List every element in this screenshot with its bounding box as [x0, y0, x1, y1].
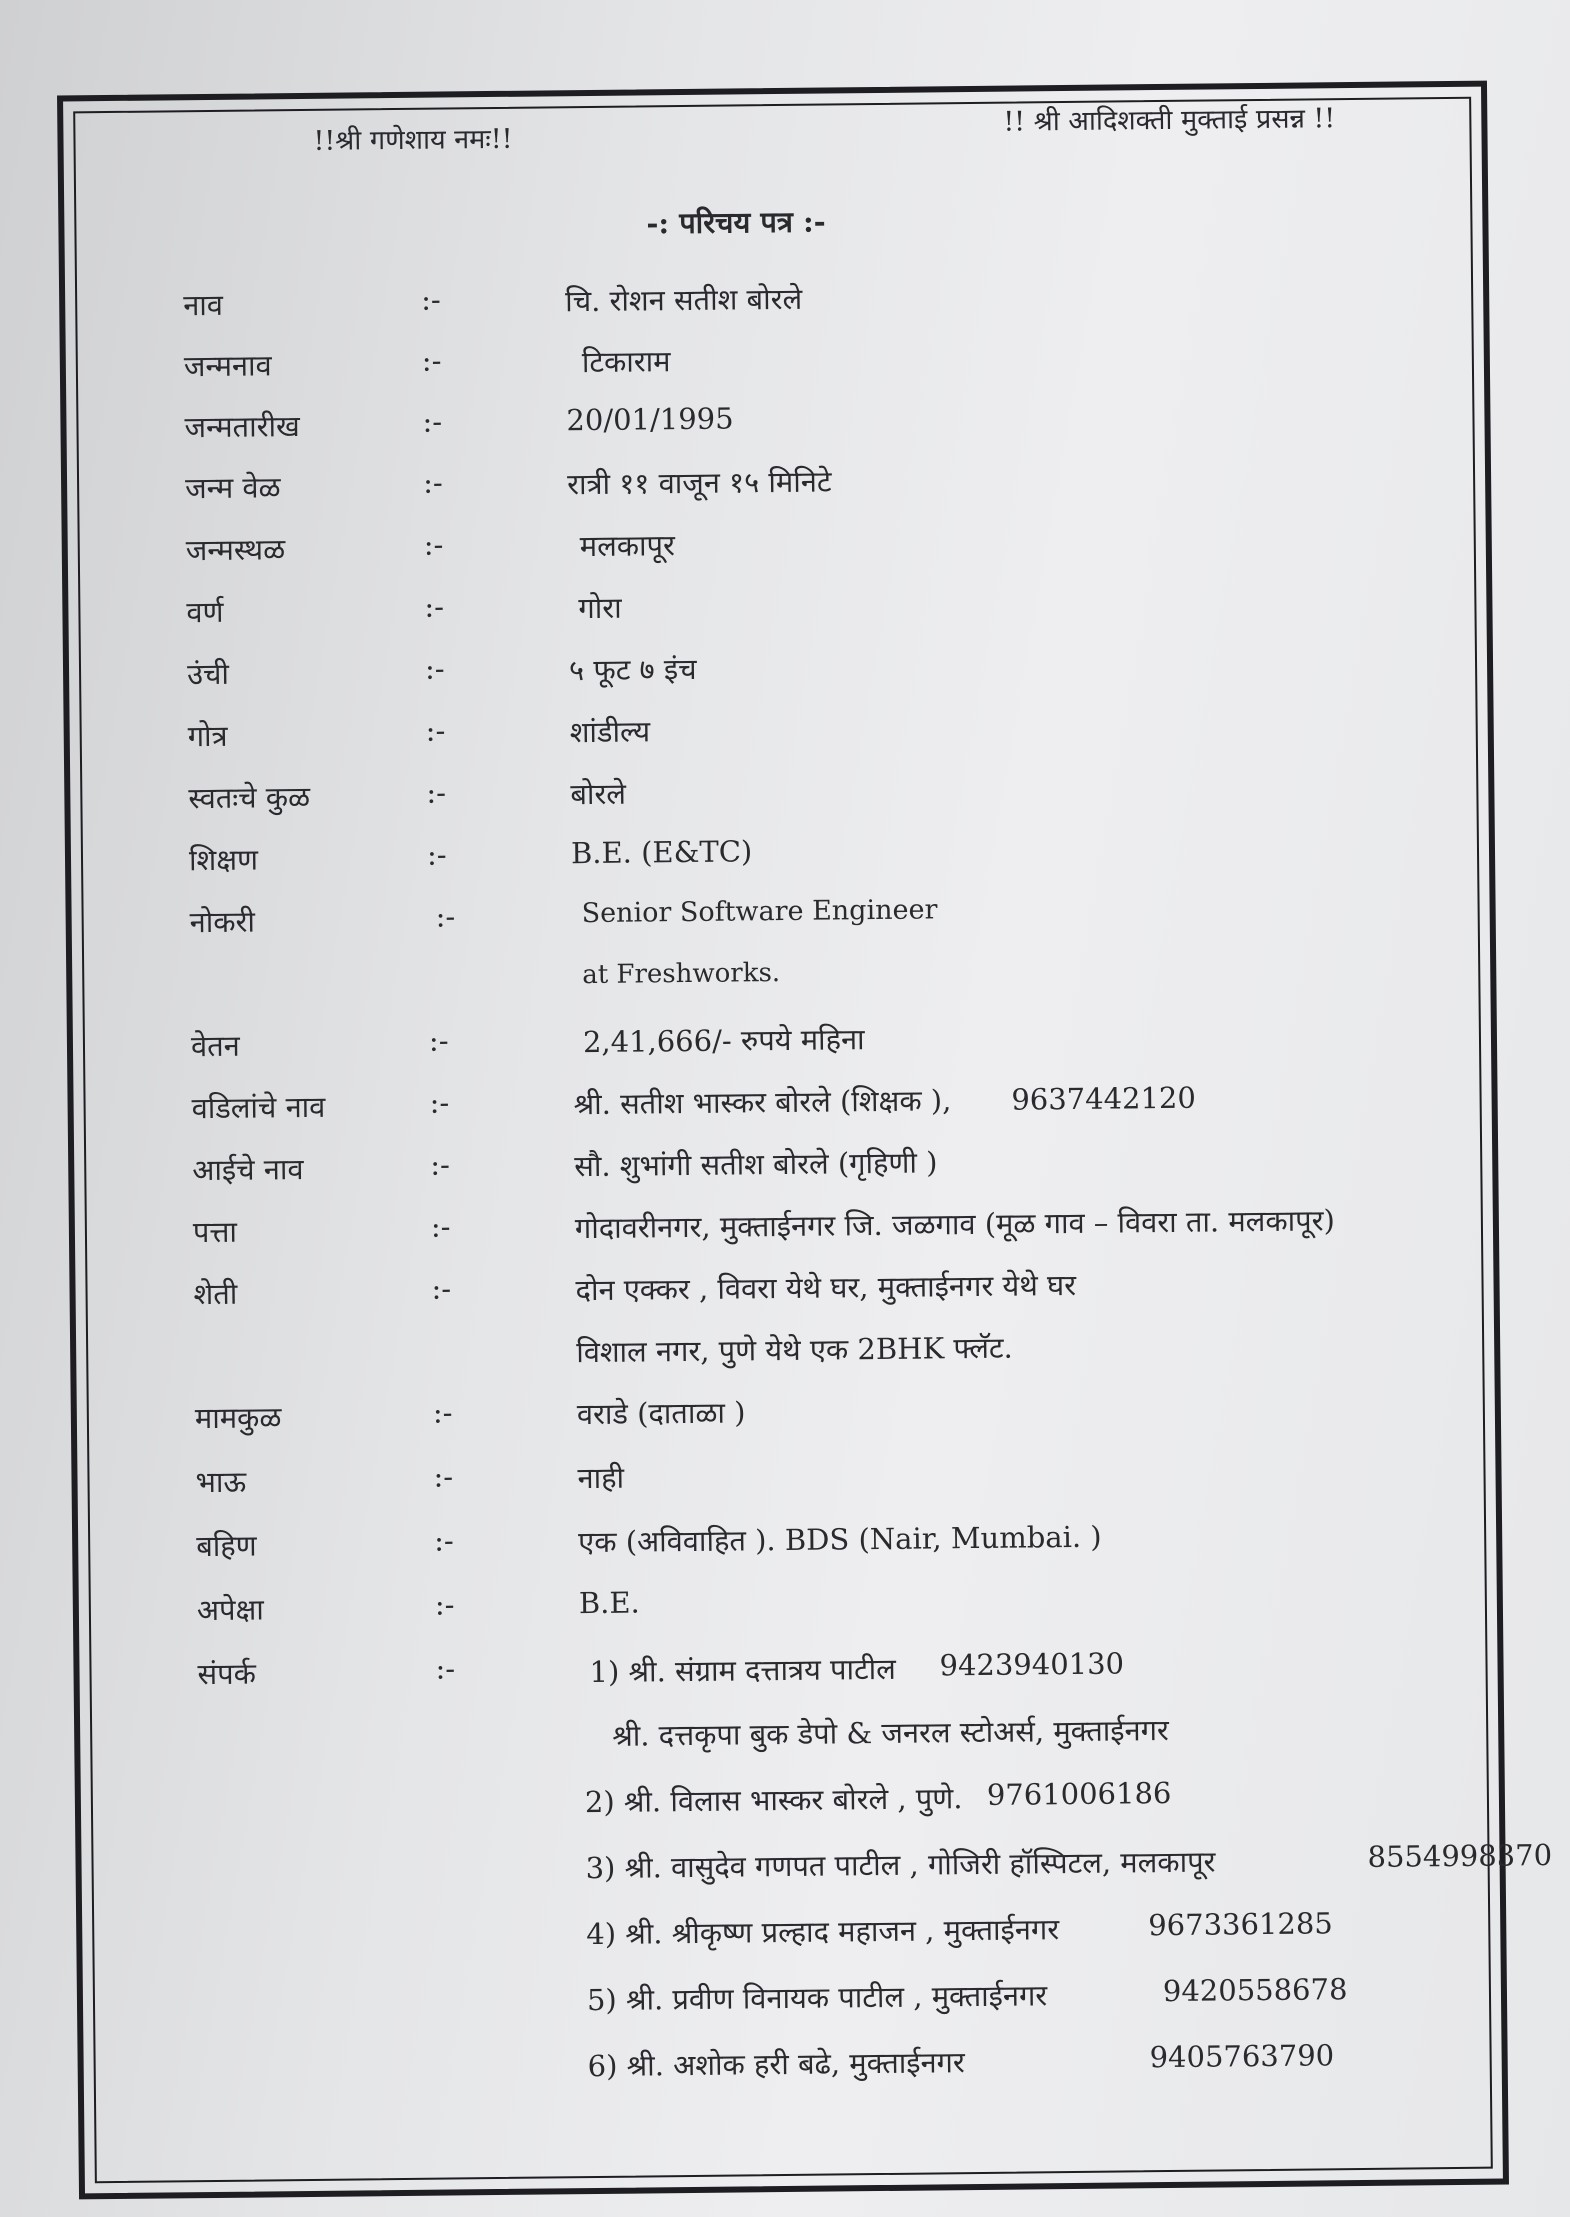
field-value-continuation: at Freshworks. [582, 958, 781, 991]
field-separator: :- [434, 1587, 455, 1622]
field-label: बहिण [196, 1528, 257, 1564]
field-label: शेती [193, 1276, 238, 1312]
biodata-document [63, 87, 1553, 2194]
field-separator: :- [426, 837, 447, 872]
field-row-salary [73, 1013, 1491, 1078]
contact-phone: 9423940130 [939, 1646, 1125, 1683]
field-value [573, 1078, 1196, 1124]
field-separator: :- [426, 775, 447, 810]
field-value-continuation: विशाल नगर, पुणे येथे एक 2BHK फ्लॅट. [576, 1330, 1013, 1370]
field-label: वडिलांचे नाव [191, 1089, 326, 1126]
field-separator: :- [430, 1147, 450, 1182]
contact-phone: 9420558678 [1162, 1972, 1348, 2009]
field-separator: :- [422, 404, 443, 439]
contact-entry [586, 1906, 1333, 1953]
field-value: Senior Software Engineer [581, 894, 938, 930]
field-row-property [75, 1261, 1493, 1326]
field-value: एक (अविवाहित ). BDS (Nair, Mumbai. ) [578, 1519, 1102, 1560]
field-separator: :- [423, 527, 444, 562]
field-row-education [71, 827, 1489, 892]
field-separator: :- [422, 465, 443, 500]
field-row-maternal-clan [77, 1385, 1495, 1450]
field-label: अपेक्षा [196, 1592, 265, 1628]
field-value: गोदावरीनगर, मुक्ताईनगर जि. जळगाव (मूळ गाव – विवरा ता. मलकापूर) [574, 1203, 1335, 1246]
field-value: नाही [577, 1460, 625, 1496]
contact-phone: 8554998370 [1367, 1837, 1553, 1874]
field-value: गोरा [578, 590, 622, 626]
contact-name: 3) श्री. वासुदेव गणपत पाटील , गोजिरी हॉस्पिटल, मलकापूर [585, 1844, 1216, 1886]
field-value: ५ फूट ७ इंच [568, 651, 697, 688]
contact-name: 5) श्री. प्रवीण विनायक पाटील , मुक्ताईनगर [586, 1978, 1048, 2018]
contact-entry [589, 1646, 1125, 1691]
contact-entry [584, 1775, 1172, 1821]
field-label: वेतन [190, 1028, 240, 1064]
field-value: शांडील्य [569, 714, 651, 750]
contact-entry [585, 1837, 1553, 1888]
field-label: जन्मनाव [183, 348, 272, 384]
contact-entry [587, 2038, 1335, 2085]
field-separator: :- [435, 1651, 456, 1686]
field-separator: :- [433, 1523, 454, 1558]
contact-name: 1) श्री. संग्राम दत्तात्रय पाटील [589, 1651, 896, 1690]
field-separator: :- [425, 713, 446, 748]
field-label: जन्म वेळ [184, 470, 281, 506]
field-separator: :- [421, 282, 441, 317]
father-phone: 9637442120 [1011, 1080, 1197, 1117]
field-value: वराडे (दाताळा ) [576, 1395, 746, 1432]
field-value: सौ. शुभांगी सतीश बोरले (गृहिणी ) [574, 1145, 938, 1184]
field-row-sister [78, 1513, 1496, 1578]
field-row-brother [77, 1449, 1495, 1514]
field-row-gotra [70, 703, 1488, 768]
field-label: स्वतःचे कुळ [188, 779, 311, 816]
field-row-mother [74, 1137, 1492, 1202]
field-separator: :- [428, 1023, 449, 1058]
field-value: दोन एक्कर , विवरा येथे घर, मुक्ताईनगर येथे घर [575, 1267, 1077, 1308]
document-title: -: परिचय पत्र :- [646, 204, 826, 241]
field-row-birth-time [67, 455, 1485, 520]
field-row-expectation [79, 1577, 1497, 1642]
contact-name: 6) श्री. अशोक हरी बढे, मुक्ताईनगर [587, 2045, 965, 2084]
field-row-complexion [68, 579, 1486, 644]
field-separator: :- [421, 343, 442, 378]
field-value: चि. रोशन सतीश बोरले [565, 281, 803, 319]
field-label: नोकरी [189, 904, 256, 940]
field-label: पत्ता [192, 1214, 238, 1250]
field-row-father [73, 1075, 1491, 1140]
field-row-name [65, 272, 1483, 337]
field-value: मलकापूर [579, 528, 676, 564]
field-separator: :- [424, 651, 445, 686]
contact-phone: 9405763790 [1149, 2038, 1335, 2075]
contact-name: 2) श्री. विलास भास्कर बोरले , पुणे. [584, 1781, 963, 1820]
field-label: भाऊ [195, 1464, 247, 1500]
contact-detail: श्री. दत्तकृपा बुक डेपो & जनरल स्टोअर्स, मुक्ताईनगर [612, 1712, 1169, 1753]
invocation-right: !! श्री आदिशक्ती मुक्ताई प्रसन्न !! [1003, 103, 1336, 138]
field-label: वर्ण [186, 594, 224, 630]
field-separator: :- [424, 589, 445, 624]
field-separator: :- [433, 1459, 454, 1494]
field-label: मामकुळ [194, 1400, 282, 1436]
field-separator: :- [429, 1085, 450, 1120]
field-label: नाव [183, 287, 224, 323]
field-label: संपर्क [197, 1656, 257, 1692]
field-label: गोत्र [187, 718, 228, 754]
field-row-clan [70, 765, 1488, 830]
field-value: 2,41,666/- रुपये महिना [582, 1022, 865, 1060]
field-value: B.E. [578, 1585, 640, 1621]
father-name: श्री. सतीश भास्कर बोरले (शिक्षक ), [573, 1083, 952, 1122]
contact-phone: 9673361285 [1148, 1906, 1333, 1943]
field-value: 20/01/1995 [566, 401, 734, 438]
field-value: टिकाराम [581, 344, 671, 380]
document-border [57, 81, 1553, 2200]
field-row-height [69, 641, 1487, 706]
field-label: शिक्षण [188, 842, 259, 878]
field-value: B.E. (E&TC) [570, 834, 753, 871]
field-row-job [71, 889, 1489, 954]
field-value: रात्री ११ वाजून १५ मिनिटे [566, 464, 832, 502]
field-value: बोरले [570, 776, 627, 812]
field-label: आईचे नाव [192, 1152, 304, 1188]
field-separator: :- [432, 1395, 453, 1430]
field-label: जन्मस्थळ [185, 532, 286, 568]
field-row-birth-place [68, 517, 1486, 582]
field-label: उंची [186, 656, 230, 692]
contact-name: 4) श्री. श्रीकृष्ण प्रल्हाद महाजन , मुक्ताईनगर [586, 1912, 1060, 1952]
field-separator: :- [435, 899, 456, 934]
field-row-address [75, 1199, 1493, 1264]
invocation-left: !!श्री गणेशाय नमः!! [313, 123, 513, 157]
contact-phone: 9761006186 [986, 1775, 1172, 1812]
field-label: जन्मतारीख [184, 409, 300, 445]
contact-entry [586, 1972, 1348, 2019]
field-row-birth-name [66, 333, 1484, 398]
field-separator: :- [430, 1209, 451, 1244]
field-separator: :- [431, 1271, 452, 1306]
field-row-birth-date [66, 394, 1484, 459]
